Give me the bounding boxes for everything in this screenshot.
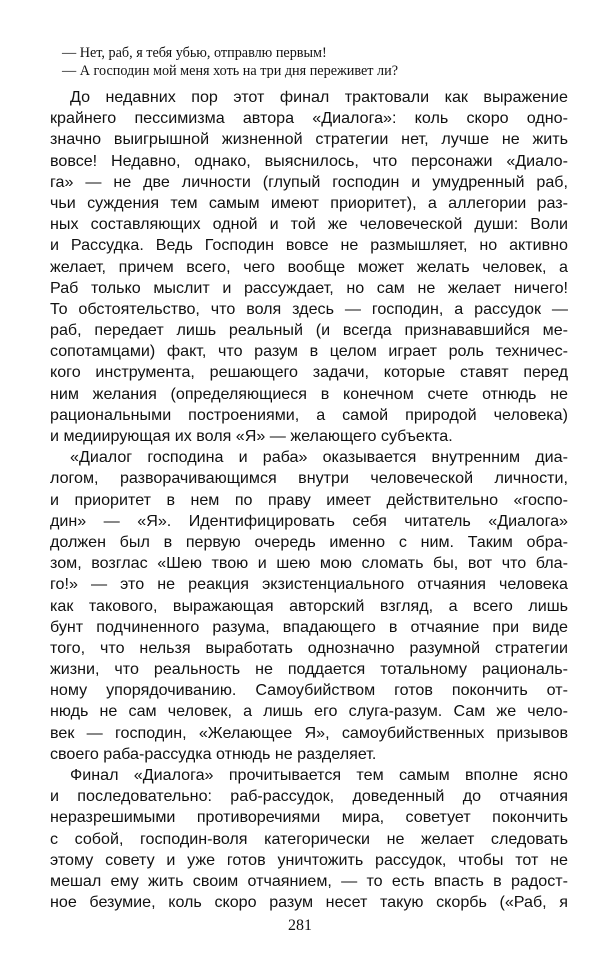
text-line: ных составляющих одной и той же человеческой души: Воли — [50, 215, 568, 234]
page-number: 281 — [288, 917, 312, 934]
text-line: То обстоятельство, что воля здесь — господин, а рассудок — — [50, 299, 568, 318]
text-line: ним желания (определяющиеся в конечном счете отнюдь не — [50, 384, 568, 403]
paragraph — [50, 87, 568, 447]
text-line: должен был в первую очередь именно с ним. Таким обра- — [50, 532, 568, 551]
text-line: Раб только мыслит и рассуждает, но сам не желает ничего! — [50, 278, 568, 297]
text-line: логом, разворачивающимся внутри человеческой личности, — [50, 469, 568, 488]
text-line: неразрешимыми противоречиями мира, советует покончить — [50, 808, 568, 827]
text-line: До недавних пор этот финал трактовали как выражение — [70, 88, 568, 106]
text-line: и Рассудка. Ведь Господин вовсе не размышляет, но активно — [50, 236, 568, 255]
text-line: раб, передает лишь реальный (и всегда признававшийся ме- — [50, 321, 568, 340]
paragraph — [50, 765, 568, 913]
text-line: го!» — это не реакция экзистенциального отчаяния человека — [50, 575, 568, 594]
text-line: желает, причем всего, чего вообще может желать человек, а — [50, 257, 568, 276]
text-line: этому совету и уже готов уничтожить рассудок, чтобы тот не — [50, 850, 568, 869]
text-line: крайнего пессимизма автора «Диалога»: коль скоро одно- — [50, 109, 568, 128]
text-line: «Диалог господина и раба» оказывается внутренним диа- — [70, 448, 568, 467]
text-line: вовсе! Недавно, однако, выяснилось, что персонажи «Диало- — [50, 151, 568, 170]
text-line: и последовательно: раб-рассудок, доведенный до отчаяния — [50, 787, 568, 806]
text-line: жизни, что реальность не поддается тотальному рациональ- — [50, 660, 568, 679]
text-line: с собой, господин-воля категорически не желает следовать — [50, 829, 568, 848]
paragraph — [50, 447, 568, 765]
text-line: зом, возглас «Шею твою и шею мою сломать бы, вот что бла- — [50, 554, 568, 573]
text-line: рациональными построениями, а самой природой человека) — [50, 405, 568, 424]
text-line: как такового, выражающая авторский взгляд, а всего лишь — [50, 596, 568, 615]
text-line: значно выигрышной жизненной стратегии нет, лучше не жить — [50, 130, 568, 149]
text-line: и приоритет в нем по праву имеет действительно «госпо- — [50, 490, 568, 509]
dialogue-line: — Нет, раб, я тебя убью, отправлю первым! — [62, 45, 327, 61]
text-line: век — господин, «Желающее Я», самоубийственных призывов — [50, 723, 568, 742]
text-line: нюдь не сам человек, а лишь его слуга-разум. Сам же чело- — [50, 702, 568, 721]
text-line: и медиирующая их воля «Я» — желающего субъекта. — [50, 427, 453, 445]
text-line: га» — не две личности (глупый господин и умудренный раб, — [50, 172, 568, 191]
text-line: Финал «Диалога» прочитывается тем самым вполне ясно — [70, 766, 568, 784]
text-line: ное безумие, коль скоро разум несет такую скорбь («Раб, я — [50, 893, 568, 912]
text-line: ному упорядочиванию. Самоубийством готов покончить от- — [50, 681, 568, 700]
text-line: дин» — «Я». Идентифицировать себя читатель «Диалога» — [50, 511, 568, 530]
text-line: чьи суждения тем самым имеют приоритет), а аллегории раз- — [50, 193, 568, 212]
text-line: кого инструмента, решающего задачи, которые ставят перед — [50, 363, 568, 382]
text-line: сопотамцами) факт, что разум в целом играет роль техничес- — [50, 342, 568, 361]
text-line: своего раба-рассудка отнюдь не разделяет. — [50, 744, 377, 763]
text-line: бунт подчиненного разума, впадающего в отчаяние при виде — [50, 617, 568, 636]
dialogue-line: — А господин мой меня хоть на три дня переживет ли? — [62, 63, 399, 79]
text-line: того, что нельзя выработать однозначно разумной стратегии — [50, 638, 568, 657]
text-line: мешал ему жить своим отчаянием, — то есть впасть в радост- — [50, 871, 568, 890]
dialogue-block — [62, 44, 562, 80]
body-text — [50, 87, 568, 913]
